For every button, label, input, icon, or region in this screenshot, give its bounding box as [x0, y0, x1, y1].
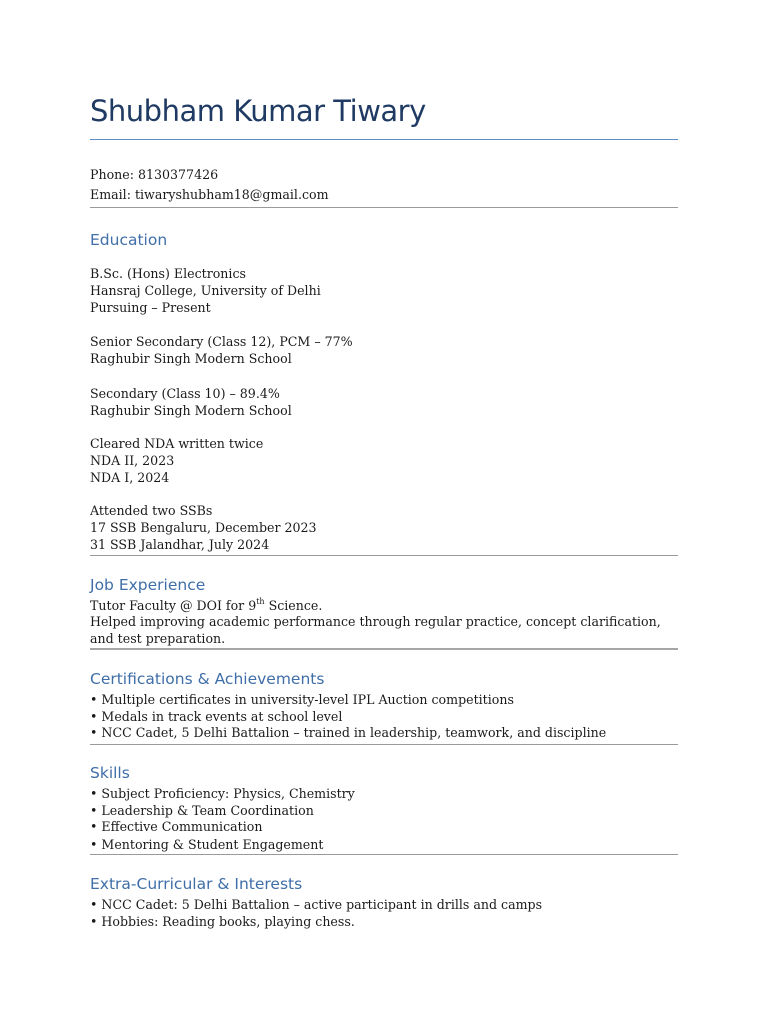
candidate-name: Shubham Kumar Tiwary	[90, 94, 426, 128]
extracurricular-item: • Hobbies: Reading books, playing chess.	[90, 914, 355, 929]
certifications-heading: Certifications & Achievements	[90, 670, 325, 688]
skill-item: • Leadership & Team Coordination	[90, 803, 314, 818]
education-line: 17 SSB Bengaluru, December 2023	[90, 520, 317, 535]
phone-line: Phone: 8130377426	[90, 167, 219, 182]
education-line: 31 SSB Jalandhar, July 2024	[90, 537, 270, 552]
skills-divider	[90, 854, 678, 855]
job-title-sup: th	[256, 597, 265, 606]
education-line: Hansraj College, University of Delhi	[90, 283, 321, 298]
certification-item: • Medals in track events at school level	[90, 709, 343, 724]
job-title-prefix: Tutor Faculty @ DOI for 9	[90, 598, 257, 613]
job-description: Helped improving academic performance through regular practice, concept clarification, and test preparation.	[90, 614, 661, 646]
email-line: Email: tiwaryshubham18@gmail.com	[90, 187, 329, 202]
job-title-line	[90, 597, 322, 614]
skills-heading: Skills	[90, 764, 130, 782]
certifications-divider	[90, 744, 678, 745]
certification-item: • Multiple certificates in university-level IPL Auction competitions	[90, 692, 514, 707]
extracurricular-heading: Extra-Curricular & Interests	[90, 875, 303, 893]
job-divider	[90, 648, 678, 650]
skill-item: • Effective Communication	[90, 819, 263, 834]
education-line: Pursuing – Present	[90, 300, 211, 315]
education-line: Raghubir Singh Modern School	[90, 403, 292, 418]
education-line: Secondary (Class 10) – 89.4%	[90, 386, 280, 401]
education-line: B.Sc. (Hons) Electronics	[90, 266, 246, 281]
education-line: Raghubir Singh Modern School	[90, 351, 292, 366]
certification-item: • NCC Cadet, 5 Delhi Battalion – trained in leadership, teamwork, and discipline	[90, 725, 607, 740]
education-heading: Education	[90, 231, 168, 249]
job-title-suffix: Science.	[264, 598, 323, 613]
education-divider	[90, 555, 678, 556]
contact-divider	[90, 207, 678, 208]
skill-item: • Subject Proficiency: Physics, Chemistry	[90, 786, 355, 801]
education-line: Attended two SSBs	[90, 503, 213, 518]
education-line: NDA I, 2024	[90, 470, 170, 485]
job-heading: Job Experience	[90, 576, 206, 594]
education-line: Senior Secondary (Class 12), PCM – 77%	[90, 334, 353, 349]
skill-item: • Mentoring & Student Engagement	[90, 837, 324, 852]
education-line: Cleared NDA written twice	[90, 436, 264, 451]
title-divider	[90, 139, 678, 140]
extracurricular-item: • NCC Cadet: 5 Delhi Battalion – active participant in drills and camps	[90, 897, 543, 912]
education-line: NDA II, 2023	[90, 453, 175, 468]
